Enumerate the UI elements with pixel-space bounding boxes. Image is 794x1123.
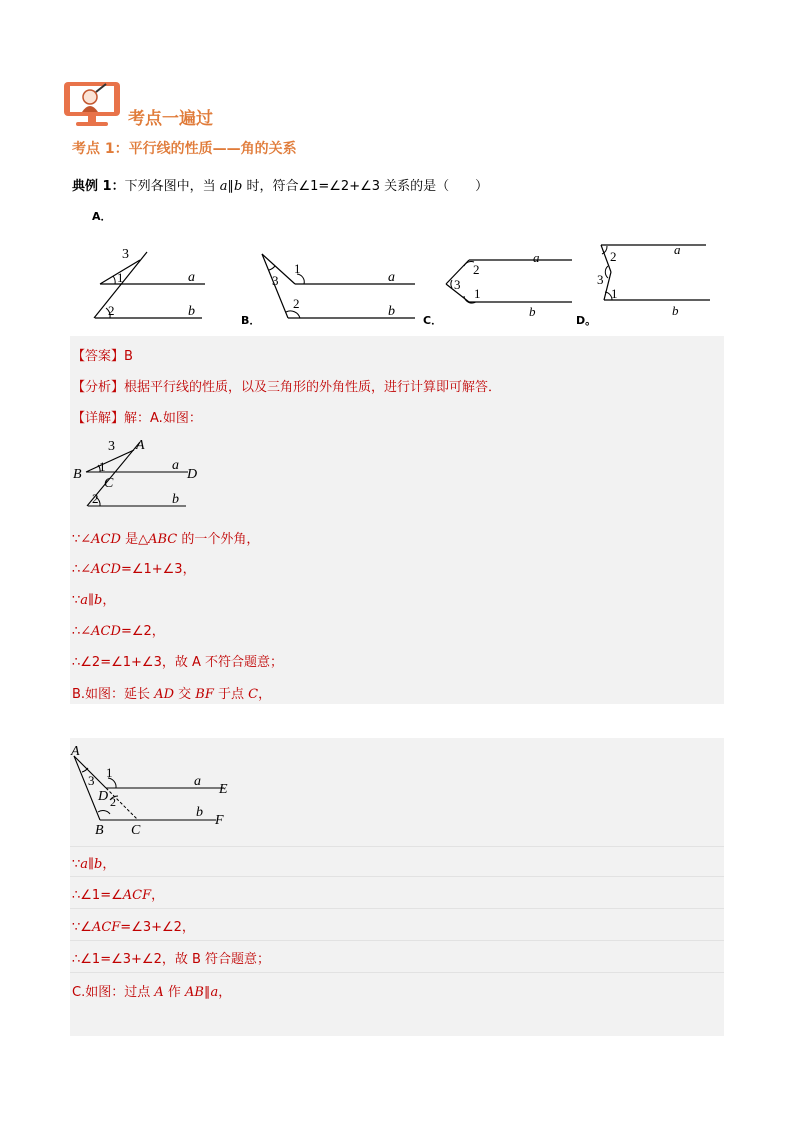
svg-text:1: 1 (106, 765, 113, 780)
option-c-label[interactable]: C． (423, 314, 443, 327)
svg-text:3: 3 (454, 277, 461, 292)
step-a-5: ∴∠2=∠1+∠3，故 A 不符合题意； (72, 655, 284, 670)
option-b-label[interactable]: B． (241, 314, 261, 327)
svg-text:b: b (172, 492, 179, 507)
svg-text:2: 2 (92, 491, 99, 506)
detail-label: 【详解】 (72, 411, 125, 426)
question-text-post: 时，符合∠1=∠2+∠3 关系的是（ ） (242, 179, 489, 194)
svg-text:B: B (95, 823, 104, 838)
svg-text:3: 3 (122, 247, 129, 262)
figure-option-c (446, 250, 572, 319)
svg-text:2: 2 (473, 262, 480, 277)
svg-text:b: b (196, 805, 203, 820)
step-a-1: ∵∠ACD 是△ABC 的一个外角， (72, 532, 260, 547)
svg-text:3: 3 (597, 272, 604, 287)
svg-text:2: 2 (108, 303, 115, 318)
svg-text:A: A (71, 744, 80, 759)
svg-text:1: 1 (294, 261, 301, 276)
svg-text:b: b (672, 303, 679, 318)
step-c-intro: C.如图：过点 A 作 AB∥a， (72, 985, 232, 1000)
var-a: a (219, 179, 228, 194)
answer-line (72, 345, 133, 364)
answer-value: B (124, 349, 133, 364)
svg-text:a: a (194, 774, 201, 789)
analysis-text: 根据平行线的性质，以及三角形的外角性质，进行计算即可解答． (124, 380, 502, 395)
option-a-label[interactable]: A． (92, 210, 112, 223)
parallel-symbol: ∥ (227, 179, 234, 194)
svg-text:a: a (388, 270, 395, 285)
svg-text:b: b (188, 304, 195, 319)
figure-option-b (262, 254, 415, 319)
svg-text:3: 3 (88, 773, 95, 788)
question-text-pre: 下列各图中，当 (124, 179, 220, 194)
svg-text:B: B (73, 467, 82, 482)
svg-text:2: 2 (610, 249, 617, 264)
svg-text:D: D (98, 789, 109, 804)
topic-heading: 考点 1：平行线的性质——角的关系 (72, 141, 297, 157)
question-label: 典例 1： (72, 179, 125, 194)
var-b: b (233, 179, 243, 194)
solution-figure-b (66, 740, 246, 838)
svg-text:3: 3 (108, 439, 115, 454)
analysis-label: 【分析】 (72, 380, 125, 395)
svg-text:a: a (172, 458, 179, 473)
svg-text:C: C (104, 476, 114, 491)
svg-text:F: F (215, 813, 224, 828)
svg-text:1: 1 (99, 459, 106, 474)
svg-text:b: b (529, 304, 536, 319)
svg-text:a: a (533, 250, 540, 265)
section-title: 考点一遍过 (128, 109, 213, 129)
step-b-4: ∴∠1=∠3+∠2，故 B 符合题意； (72, 952, 271, 967)
question-line (72, 175, 488, 194)
step-b-intro: B.如图：延长 AD 交 BF 于点 C， (72, 687, 272, 702)
svg-text:D: D (187, 467, 198, 482)
figure-option-d (597, 242, 710, 318)
step-b-1: ∵a∥b， (72, 857, 116, 872)
figure-option-a (94, 247, 205, 319)
svg-text:2: 2 (110, 795, 116, 809)
detail-line (72, 407, 202, 426)
svg-text:a: a (188, 270, 195, 285)
step-a-3: ∵a∥b， (72, 593, 116, 608)
svg-text:E: E (219, 782, 228, 797)
svg-text:1: 1 (611, 286, 618, 301)
svg-text:1: 1 (117, 270, 124, 285)
analysis-line (72, 376, 501, 395)
svg-text:3: 3 (272, 273, 279, 288)
svg-text:b: b (388, 304, 395, 319)
answer-label: 【答案】 (72, 349, 125, 364)
options-figures (80, 236, 730, 328)
step-b-2: ∴∠1=∠ACF， (72, 888, 165, 903)
svg-text:C: C (131, 823, 141, 838)
svg-text:2: 2 (293, 296, 300, 311)
svg-text:1: 1 (474, 286, 481, 301)
detail-text: 解：A.如图： (124, 411, 202, 426)
step-a-2: ∴∠ACD=∠1+∠3， (72, 562, 196, 577)
step-b-3: ∵∠ACF=∠3+∠2， (72, 920, 195, 935)
svg-text:A: A (136, 438, 145, 453)
step-a-4: ∴∠ACD=∠2， (72, 624, 165, 639)
solution-figure-a (70, 432, 230, 514)
monitor-icon (62, 80, 122, 128)
option-d-label[interactable]: D。 (576, 314, 597, 327)
svg-text:a: a (674, 242, 681, 257)
